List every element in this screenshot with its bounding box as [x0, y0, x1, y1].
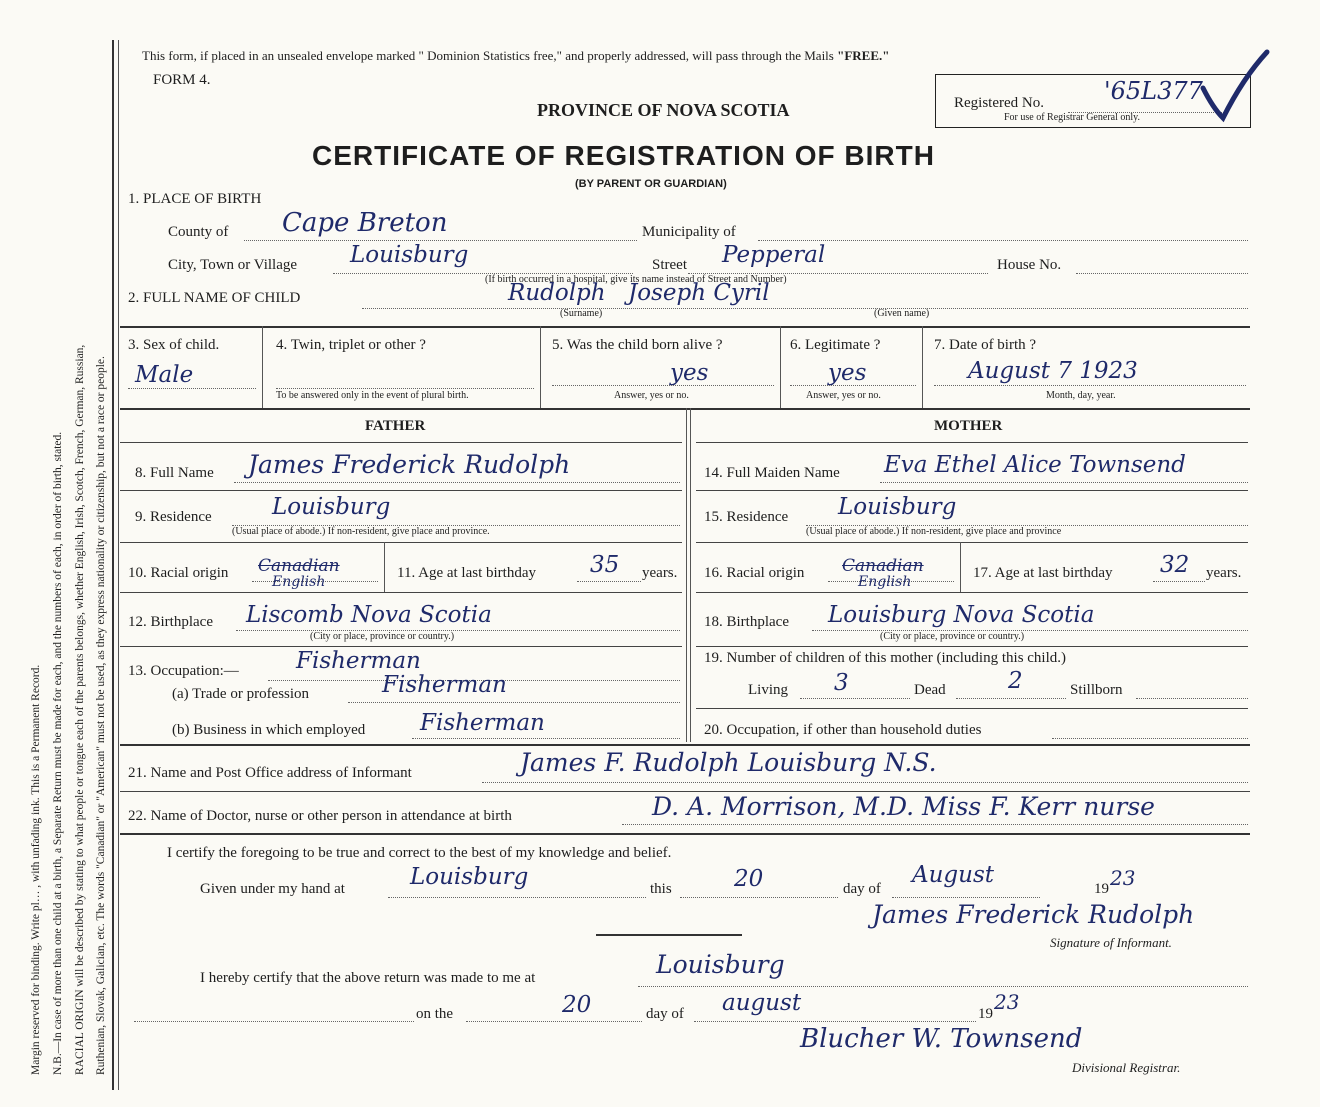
father-residence-label: 9. Residence [135, 509, 212, 525]
trade-value: Fisherman [382, 672, 507, 698]
doctor-label: 22. Name of Doctor, nurse or other person in attendance at birth [128, 808, 512, 824]
margin-line-1: Margin reserved for binding. Write pl… , with unfading ink. This is a Permanent Record. [30, 664, 42, 1075]
given-name-value: Joseph Cyril [628, 280, 770, 306]
given-year: 23 [1110, 866, 1136, 890]
legitimate-caption: Answer, yes or no. [806, 390, 881, 401]
street-value: Pepperal [722, 242, 826, 268]
father-name-label: 8. Full Name [135, 465, 214, 481]
sex-value: Male [135, 362, 194, 388]
street-label: Street [652, 257, 687, 273]
given-dayof-label: day of [843, 881, 881, 897]
dob-label: 7. Date of birth ? [934, 337, 1037, 353]
mother-occupation-label: 20. Occupation, if other than household duties [704, 722, 982, 738]
dead-label: Dead [914, 682, 946, 698]
living-label: Living [748, 682, 788, 698]
alive-value: yes [670, 360, 709, 386]
page-subtitle: (BY PARENT OR GUARDIAN) [575, 178, 727, 190]
father-age-unit: years. [642, 565, 678, 581]
father-race-label: 10. Racial origin [128, 565, 229, 581]
given-place: Louisburg [410, 864, 529, 890]
father-age-value: 35 [590, 552, 620, 578]
doctor-value: D. A. Morrison, M.D. Miss F. Kerr nurse [652, 792, 1155, 821]
mother-heading: MOTHER [934, 418, 1003, 434]
father-birthplace-value: Liscomb Nova Scotia [246, 602, 492, 628]
province-heading: PROVINCE OF NOVA SCOTIA [537, 100, 790, 120]
informant-signature: James Frederick Rudolph [872, 900, 1195, 929]
father-age-label: 11. Age at last birthday [397, 565, 536, 581]
onthe-label: on the [416, 1006, 454, 1022]
father-name-value: James Frederick Rudolph [248, 450, 571, 479]
father-birthplace-note: (City or place, province or country.) [310, 631, 455, 642]
separator-line [596, 934, 742, 936]
margin-rule-inner [118, 40, 119, 1090]
mail-note: This form, if placed in an unsealed envelope marked " Dominion Statistics free," and properly addressed, will pass through the Mails "FREE." [142, 48, 890, 63]
given-day: 20 [734, 866, 764, 892]
alive-caption: Answer, yes or no. [614, 390, 689, 401]
father-race-value: English [272, 574, 326, 590]
margin-line-3: RACIAL ORIGIN will be described by stating to what people or tongue each of the parents belongs, whether English, Irish, Scotch, French, German, Russian, [74, 344, 86, 1075]
margin-line-4: Ruthenian, Slovak, Galician, etc. The words "Canadian" or "American" must not be used, as they express nationality or citizenship, but not a race or people. [95, 356, 107, 1075]
legitimate-label: 6. Legitimate ? [790, 337, 881, 353]
mother-age-label: 17. Age at last birthday [973, 565, 1113, 581]
mother-residence-note: (Usual place of abode.) If non-resident, give place and province [806, 526, 1062, 537]
informant-value: James F. Rudolph Louisburg N.S. [520, 748, 937, 777]
trade-label: (a) Trade or profession [172, 686, 310, 702]
child-name-label: 2. FULL NAME OF CHILD [128, 290, 301, 306]
surname-value: Rudolph [508, 280, 606, 306]
registrar-dayof-label: day of [646, 1006, 684, 1022]
county-label: County of [168, 224, 229, 240]
sex-label: 3. Sex of child. [128, 337, 220, 353]
mother-age-unit: years. [1206, 565, 1242, 581]
house-label: House No. [997, 257, 1062, 273]
father-heading: FATHER [365, 418, 426, 434]
mother-race-label: 16. Racial origin [704, 565, 805, 581]
mother-age-value: 32 [1160, 552, 1190, 578]
city-label: City, Town or Village [168, 257, 298, 273]
registrar-text: I hereby certify that the above return was made to me at [200, 970, 536, 986]
father-race-struck: Canadian [258, 556, 340, 576]
registered-label: Registered No. [954, 95, 1044, 111]
alive-label: 5. Was the child born alive ? [552, 337, 723, 353]
registrar-month: august [722, 990, 802, 1016]
registrar-place: Louisburg [656, 950, 785, 979]
informant-label: 21. Name and Post Office address of Informant [128, 765, 412, 781]
registrar-year: 23 [994, 990, 1020, 1014]
page-title: CERTIFICATE OF REGISTRATION OF BIRTH [312, 140, 935, 171]
hospital-note: (If birth occurred in a hospital, give its name instead of Street and Number) [485, 274, 787, 285]
surname-caption: (Surname) [560, 308, 603, 319]
mother-race-struck: Canadian [842, 556, 924, 576]
mother-residence-label: 15. Residence [704, 509, 789, 525]
living-value: 3 [834, 670, 849, 696]
margin-line-2: N.B.—In case of more than one child at a birth, a Separate Return must be made for each, and the numbers of each, in order of birth, stated. [52, 431, 64, 1075]
business-label: (b) Business in which employed [172, 722, 366, 738]
dob-value: August 7 1923 [968, 358, 1138, 384]
twin-note: To be answered only in the event of plural birth. [276, 390, 469, 401]
registrar-day: 20 [562, 992, 592, 1018]
place-of-birth-label: 1. PLACE OF BIRTH [128, 191, 262, 207]
dob-caption: Month, day, year. [1046, 390, 1116, 401]
city-value: Louisburg [350, 242, 469, 268]
mother-birthplace-label: 18. Birthplace [704, 614, 789, 630]
registrar-year-prefix: 19 [978, 1006, 993, 1022]
twin-label: 4. Twin, triplet or other ? [276, 337, 426, 353]
father-residence-value: Louisburg [272, 494, 391, 520]
given-name-caption: (Given name) [874, 308, 930, 319]
mother-name-value: Eva Ethel Alice Townsend [884, 452, 1186, 478]
check-mark-icon [1195, 48, 1275, 128]
father-occupation-value: Fisherman [296, 648, 421, 674]
father-birthplace-label: 12. Birthplace [128, 614, 213, 630]
form-number: FORM 4. [153, 72, 211, 88]
county-value: Cape Breton [282, 208, 448, 238]
municipality-label: Municipality of [642, 224, 736, 240]
given-label: Given under my hand at [200, 881, 345, 897]
children-count-label: 19. Number of children of this mother (including this child.) [704, 650, 1067, 666]
stillborn-label: Stillborn [1070, 682, 1123, 698]
legitimate-value: yes [828, 360, 867, 386]
business-value: Fisherman [420, 710, 545, 736]
registrar-signature: Blucher W. Townsend [800, 1024, 1083, 1054]
given-month: August [912, 862, 995, 888]
mother-residence-value: Louisburg [838, 494, 957, 520]
mother-birthplace-note: (City or place, province or country.) [880, 631, 1025, 642]
mother-name-label: 14. Full Maiden Name [704, 465, 840, 481]
dead-value: 2 [1008, 668, 1023, 694]
certify-text: I certify the foregoing to be true and correct to the best of my knowledge and belief. [167, 845, 672, 861]
mother-race-value: English [858, 574, 912, 590]
margin-rule [112, 40, 114, 1090]
registered-value: '65L377 [1104, 77, 1203, 105]
mother-birthplace-value: Louisburg Nova Scotia [828, 602, 1095, 628]
registrar-note: For use of Registrar General only. [1004, 112, 1140, 123]
this-label: this [650, 881, 672, 897]
signature-caption: Signature of Informant. [1050, 935, 1172, 950]
father-residence-note: (Usual place of abode.) If non-resident, give place and province. [232, 526, 490, 537]
registrar-caption: Divisional Registrar. [1072, 1060, 1181, 1075]
father-occupation-label: 13. Occupation:— [128, 663, 239, 679]
given-year-prefix: 19 [1094, 881, 1109, 897]
